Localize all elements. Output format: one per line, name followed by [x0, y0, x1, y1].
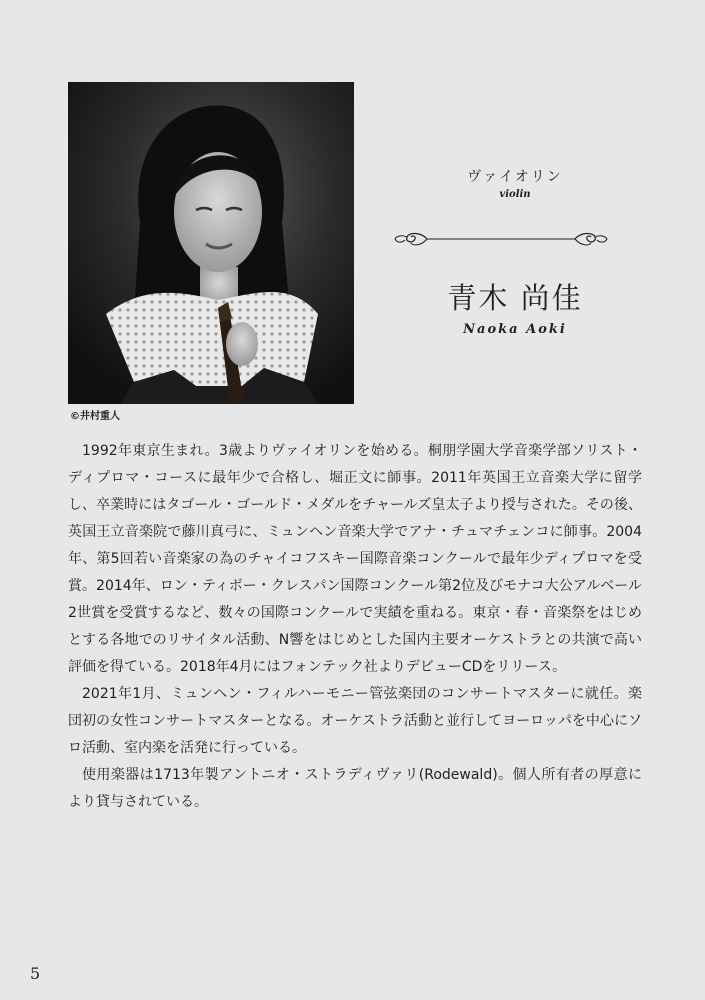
- portrait-photo: [68, 82, 354, 404]
- biography: [68, 438, 642, 816]
- bio-paragraph: 1992年東京生まれ。3歳よりヴァイオリンを始める。桐朋学園大学音楽学部ソリスト・ディプロマ・コースに最年少で合格し、堀正文に師事。2011年英国王立音楽大学に留学し、卒業時にはタゴール・ゴールド・メダルをチャールズ皇太子より授与された。その後、英国王立音楽院で藤川真弓に、ミュンヘン音楽大学でアナ・チュマチェンコに師事。2004年、第5回若い音楽家の為のチャイコフスキー国際音楽コンクールで最年少ディプロマを受賞。2014年、ロン・ティボー・クレスパン国際コンクール第2位及びモナコ大公アルベール2世賞を受賞するなど、数々の国際コンクールで実績を重ねる。東京・春・音楽祭をはじめとする各地でのリサイタル活動、N響をはじめとした国内主要オーケストラとの共演で高い評価を得ている。2018年4月にはフォンテック社よりデビューCDをリリース。: [68, 443, 642, 675]
- performer-name-japanese: 青木 尚佳: [447, 281, 583, 315]
- instrument-english: violin: [499, 189, 531, 200]
- bio-paragraph: 使用楽器は1713年製アントニオ・ストラディヴァリ(Rodewald)。個人所有者の厚意により貸与されている。: [68, 767, 642, 810]
- photo-credit: ©井村重人: [70, 411, 120, 422]
- ornament-divider-icon: [393, 228, 609, 250]
- bio-paragraph: 2021年1月、ミュンヘン・フィルハーモニー管弦楽団のコンサートマスターに就任。楽団初の女性コンサートマスターとなる。オーケストラ活動と並行してヨーロッパを中心にソロ活動、室内楽を活発に行っている。: [68, 686, 642, 756]
- page-number: 5: [30, 964, 41, 983]
- instrument-japanese: ヴァイオリン: [467, 169, 563, 185]
- performer-name-english: Naoka Aoki: [463, 322, 567, 337]
